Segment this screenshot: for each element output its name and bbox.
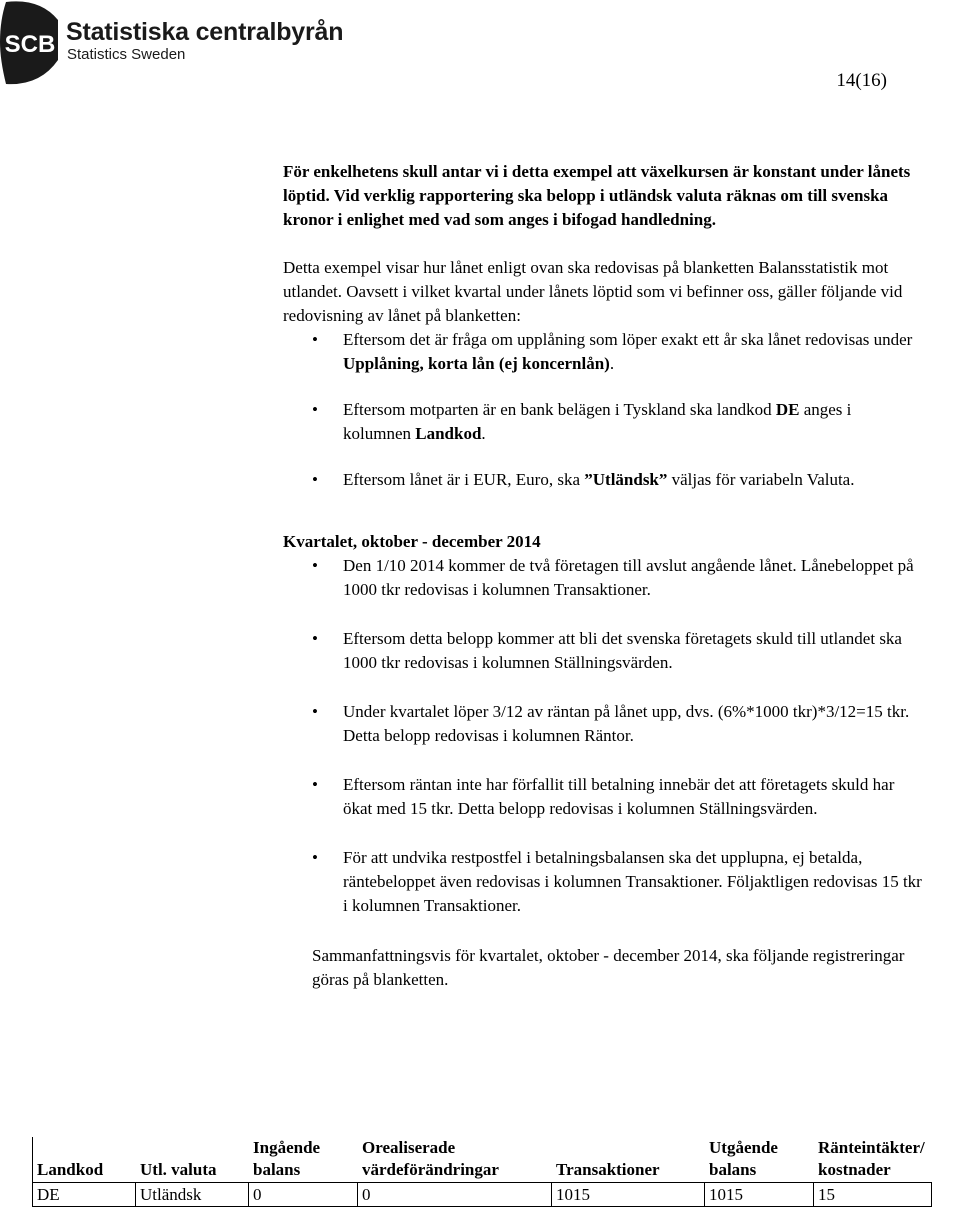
table-cell: Utländsk: [136, 1183, 249, 1207]
scb-logo: [0, 0, 360, 90]
bullet-icon: •: [312, 629, 318, 648]
table-cell: 1015: [552, 1183, 705, 1207]
summary-paragraph: Sammanfattningsvis för kvartalet, oktober - december 2014, ska följande registreringar göras på blanketten.: [312, 946, 905, 989]
table-header-cell: Utl. valuta: [136, 1137, 249, 1183]
table-cell: 0: [249, 1183, 358, 1207]
table-header-cell: Ingående balans: [249, 1137, 358, 1183]
intro-bold-sentence-1: För enkelhetens skull antar vi i detta exempel att växelkursen är konstant under lånets löptid.: [283, 162, 911, 205]
org-name-en: Statistics Sweden: [67, 46, 186, 63]
bullet-icon: •: [312, 775, 318, 794]
svg-text:SCB: SCB: [4, 31, 56, 58]
bullet-icon: •: [312, 702, 318, 721]
table-header-cell: Landkod: [33, 1137, 136, 1183]
registration-table: [32, 1137, 932, 1207]
document-body: [283, 160, 923, 992]
rules-list: [283, 328, 923, 492]
table-row: [33, 1183, 932, 1207]
bullet-icon: •: [312, 330, 318, 349]
list-item: • Eftersom motparten är en bank belägen i Tyskland ska landkod DE anges i kolumnen Landkod.: [312, 400, 852, 443]
list-item: • Den 1/10 2014 kommer de två företagen till avslut angående lånet. Lånebeloppet på 1000 tkr redovisas i kolumnen Transaktioner.: [312, 556, 914, 599]
list-item: • Eftersom lånet är i EUR, Euro, ska ”Utländsk” väljas för variabeln Valuta.: [283, 468, 923, 492]
table-cell: 0: [358, 1183, 552, 1207]
quarter-list: [283, 554, 923, 918]
bullet-icon: •: [312, 556, 318, 575]
list-item: • För att undvika restpostfel i betalningsbalansen ska det upplupna, ej betalda, räntebeloppet även redovisas i kolumnen Transaktioner. Följaktligen redovisas 15 tkr i kolumnen Transaktioner.: [312, 848, 922, 915]
org-name: Statistiska centralbyrån: [66, 18, 344, 46]
table-cell: 15: [814, 1183, 932, 1207]
scb-logo-icon: [0, 0, 62, 86]
table-header-cell: Ränteintäkter/ kostnader: [814, 1137, 932, 1183]
table-header-cell: Utgående balans: [705, 1137, 814, 1183]
list-item: • Eftersom detta belopp kommer att bli det svenska företagets skuld till utlandet ska 1000 tkr redovisas i kolumnen Ställningsvärden.: [312, 629, 902, 672]
list-item: • Eftersom räntan inte har förfallit till betalning innebär det att företagets skuld har ökat med 15 tkr. Detta belopp redovisas i kolumnen Ställningsvärden.: [312, 775, 895, 818]
list-item: • Eftersom det är fråga om upplåning som löper exakt ett år ska lånet redovisas under Upplåning, korta lån (ej koncernlån).: [312, 330, 913, 373]
intro-bold-sentence-2: Vid verklig rapportering ska belopp i utländsk valuta räknas om till svenska kronor i enlighet med vad som anges i bifogad handledning.: [283, 186, 889, 229]
list-item: • Under kvartalet löper 3/12 av räntan på lånet upp, dvs. (6%*1000 tkr)*3/12=15 tkr. Detta belopp redovisas i kolumnen Räntor.: [312, 702, 910, 745]
table-header-cell: Transaktioner: [552, 1137, 705, 1183]
intro-bold-paragraph: [283, 160, 923, 232]
bullet-icon: •: [312, 400, 318, 419]
example-paragraph: Detta exempel visar hur lånet enligt ovan ska redovisas på blanketten Balansstatistik mot utlandet. Oavsett i vilket kvartal under lånets löptid som vi befinner oss, gäller följande vid redovisning av lånet på blanketten:: [283, 258, 903, 325]
bullet-icon: •: [312, 848, 318, 867]
table-cell: 1015: [705, 1183, 814, 1207]
page-number: 14(16): [836, 70, 887, 91]
table-cell: DE: [33, 1183, 136, 1207]
quarter-heading: Kvartalet, oktober - december 2014: [283, 532, 541, 551]
bullet-icon: •: [312, 470, 318, 489]
table-header-cell: Orealiserade värdeförändringar: [358, 1137, 552, 1183]
table-header-row: [33, 1137, 932, 1183]
